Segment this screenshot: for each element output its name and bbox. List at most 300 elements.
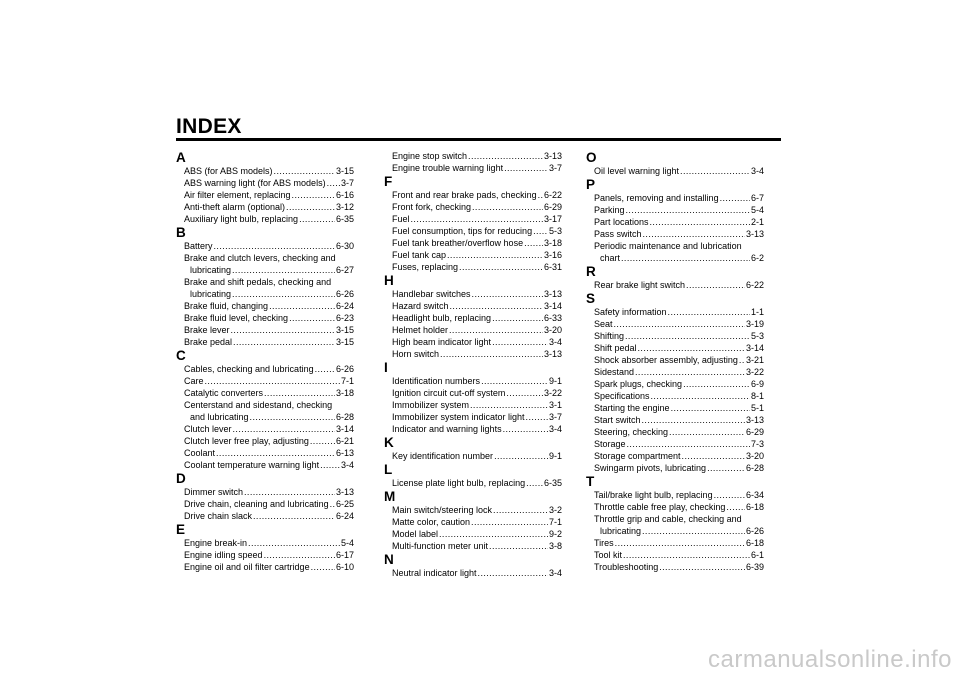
- section-letter: N: [384, 552, 394, 567]
- dot-leader: [214, 240, 335, 252]
- dot-leader: [623, 549, 750, 561]
- index-entry: [384, 375, 562, 387]
- index-entry-page: 3-15: [335, 166, 354, 176]
- dot-leader: [625, 330, 750, 342]
- index-entry: [176, 312, 354, 324]
- index-entry-page: 3-14: [335, 424, 354, 434]
- index-entry-text: Engine stop switch: [392, 151, 468, 161]
- index-entry-page: 3-13: [745, 229, 764, 239]
- index-entry-text: Identification numbers: [392, 376, 481, 386]
- index-entry-page: 6-9: [750, 379, 764, 389]
- index-entry-text: Drive chain, cleaning and lubricating: [184, 499, 329, 509]
- dot-leader: [470, 399, 548, 411]
- index-entry: [176, 375, 354, 387]
- dot-leader: [671, 402, 750, 414]
- index-entry: [176, 324, 354, 336]
- index-entry-page: 6-22: [543, 190, 562, 200]
- index-entry-page: 9-1: [548, 451, 562, 461]
- index-entry-page: 8-1: [750, 391, 764, 401]
- index-entry: [586, 489, 764, 501]
- index-entry-text: Immobilizer system indicator light: [392, 412, 525, 422]
- dot-leader: [274, 165, 335, 177]
- index-entry: [384, 540, 562, 552]
- dot-leader: [472, 201, 543, 213]
- dot-leader: [651, 390, 750, 402]
- index-entry-page: 6-26: [745, 526, 764, 536]
- index-entry: [384, 567, 562, 579]
- dot-leader: [526, 477, 543, 489]
- index-entry-text: Brake lever: [184, 325, 230, 335]
- dot-leader: [233, 423, 335, 435]
- index-entry: [176, 177, 354, 189]
- index-entry: [384, 288, 562, 300]
- index-entry: [176, 561, 354, 573]
- section-letter: D: [176, 471, 186, 486]
- dot-leader: [447, 249, 543, 261]
- index-entry-text: Fuel: [392, 214, 410, 224]
- dot-leader: [233, 336, 335, 348]
- index-entry-text: Brake pedal: [184, 337, 233, 347]
- index-entry-page: 3-7: [340, 178, 354, 188]
- index-entry-page: 3-20: [543, 325, 562, 335]
- index-entry: [384, 477, 562, 489]
- index-entry: [586, 204, 764, 216]
- index-entry-text: Anti-theft alarm (optional): [184, 202, 286, 212]
- index-entry-text: Headlight bulb, replacing: [392, 313, 492, 323]
- index-entry: [586, 390, 764, 402]
- index-entry-page: 6-1: [750, 550, 764, 560]
- index-entry-text: Hazard switch: [392, 301, 449, 311]
- dot-leader: [506, 387, 543, 399]
- dot-leader: [216, 447, 335, 459]
- index-column-1: [176, 150, 354, 573]
- index-entry-page: 3-4: [548, 568, 562, 578]
- index-entry-page: 6-29: [543, 202, 562, 212]
- index-entry-text: License plate light bulb, replacing: [392, 478, 526, 488]
- index-entry-page: 6-2: [750, 253, 764, 263]
- index-entry: [384, 399, 562, 411]
- index-entry-text: Shift pedal: [594, 343, 637, 353]
- index-entry-continuation: lubricating: [190, 289, 232, 299]
- dot-leader: [503, 423, 548, 435]
- section-letter: A: [176, 150, 186, 165]
- index-entry-page: 6-28: [335, 412, 354, 422]
- index-entry-page: 6-22: [745, 280, 764, 290]
- index-entry-text: Cables, checking and lubricating: [184, 364, 314, 374]
- index-entry-page: 5-1: [750, 403, 764, 413]
- index-entry-page: 3-18: [543, 238, 562, 248]
- dot-leader: [459, 261, 543, 273]
- index-entry: [176, 549, 354, 561]
- index-entry-page: 6-27: [335, 265, 354, 275]
- index-entry-page: 3-4: [340, 460, 354, 470]
- index-entry-text: Safety information: [594, 307, 667, 317]
- dot-leader: [472, 288, 543, 300]
- section-letter: O: [586, 150, 597, 165]
- index-entry: [384, 324, 562, 336]
- dot-leader: [668, 306, 750, 318]
- index-entry-page: 3-15: [335, 337, 354, 347]
- dot-leader: [492, 312, 543, 324]
- index-entry-text: Rear brake light switch: [594, 280, 686, 290]
- index-entry-text: Indicator and warning lights: [392, 424, 502, 434]
- section-letter: H: [384, 273, 394, 288]
- index-entry: [176, 537, 354, 549]
- page-title: INDEX: [176, 115, 242, 138]
- index-column-3: [586, 150, 764, 573]
- index-entry-page: 6-18: [745, 538, 764, 548]
- index-entry-text: Brake fluid, changing: [184, 301, 269, 311]
- index-entry-text: Air filter element, replacing: [184, 190, 291, 200]
- index-entry: [176, 264, 354, 276]
- index-entry-page: 6-10: [335, 562, 354, 572]
- index-entry-text: Tires: [594, 538, 614, 548]
- index-entry: [586, 378, 764, 390]
- index-entry: [176, 300, 354, 312]
- index-entry: [586, 450, 764, 462]
- dot-leader: [642, 414, 745, 426]
- index-entry-page: 6-26: [335, 289, 354, 299]
- index-entry-text: Periodic maintenance and lubrication: [594, 241, 742, 251]
- dot-leader: [524, 237, 543, 249]
- index-entry-page: 2-1: [750, 217, 764, 227]
- index-entry-text: Fuel tank breather/overflow hose: [392, 238, 524, 248]
- dot-leader: [615, 537, 745, 549]
- dot-leader: [264, 387, 335, 399]
- dot-leader: [489, 540, 548, 552]
- index-entry-page: 1-1: [750, 307, 764, 317]
- dot-leader: [439, 528, 548, 540]
- index-entry: [586, 252, 764, 264]
- index-entry-page: 6-29: [745, 427, 764, 437]
- dot-leader: [504, 162, 548, 174]
- index-entry: [176, 387, 354, 399]
- index-entry-page: 3-15: [335, 325, 354, 335]
- index-entry-page: 3-13: [543, 349, 562, 359]
- index-entry: [176, 201, 354, 213]
- index-entry: [384, 387, 562, 399]
- watermark: carmanualsonline.info: [708, 646, 952, 673]
- index-entry-text: Oil level warning light: [594, 166, 680, 176]
- index-entry-text: Throttle cable free play, checking: [594, 502, 726, 512]
- dot-leader: [292, 189, 335, 201]
- dot-leader: [621, 252, 750, 264]
- index-entry-text: Pass switch: [594, 229, 642, 239]
- dot-leader: [299, 213, 335, 225]
- index-entry-page: 3-14: [745, 343, 764, 353]
- dot-leader: [471, 516, 548, 528]
- index-entry-page: 3-13: [745, 415, 764, 425]
- index-entry-text: Clutch lever free play, adjusting: [184, 436, 309, 446]
- dot-leader: [315, 363, 335, 375]
- index-entry: [384, 423, 562, 435]
- dot-leader: [627, 438, 750, 450]
- index-entry: [176, 411, 354, 423]
- index-entry: [384, 225, 562, 237]
- index-entry: [384, 336, 562, 348]
- index-entry-page: 3-19: [745, 319, 764, 329]
- index-entry-text: Fuses, replacing: [392, 262, 459, 272]
- index-entry: [176, 288, 354, 300]
- index-entry-page: 3-18: [335, 388, 354, 398]
- index-entry-text: Helmet holder: [392, 325, 449, 335]
- index-entry: [586, 561, 764, 573]
- index-entry-page: 6-39: [745, 562, 764, 572]
- index-entry: [384, 189, 562, 201]
- dot-leader: [330, 498, 335, 510]
- index-entry-page: 3-4: [548, 424, 562, 434]
- dot-leader: [310, 435, 335, 447]
- title-rule: [176, 138, 781, 141]
- index-entry-page: 6-17: [335, 550, 354, 560]
- dot-leader: [642, 525, 745, 537]
- dot-leader: [232, 264, 335, 276]
- dot-leader: [478, 567, 548, 579]
- index-entry: [176, 435, 354, 447]
- index-entry: [586, 330, 764, 342]
- index-entry-page: 3-22: [543, 388, 562, 398]
- index-entry-page: 3-12: [335, 202, 354, 212]
- index-entry: [586, 537, 764, 549]
- index-entry-text: ABS (for ABS models): [184, 166, 273, 176]
- index-entry-text: Seat: [594, 319, 613, 329]
- index-entry-page: 6-33: [543, 313, 562, 323]
- index-entry-page: 3-21: [745, 355, 764, 365]
- index-entry: [384, 528, 562, 540]
- dot-leader: [286, 201, 335, 213]
- section-letter: E: [176, 522, 186, 537]
- dot-leader: [526, 411, 548, 423]
- index-entry-page: 9-2: [548, 529, 562, 539]
- index-entry: [586, 306, 764, 318]
- dot-leader: [669, 426, 745, 438]
- dot-leader: [205, 375, 340, 387]
- dot-leader: [492, 336, 548, 348]
- index-entry: [384, 162, 562, 174]
- index-entry-text: Spark plugs, checking: [594, 379, 683, 389]
- index-entry-text: Coolant temperature warning light: [184, 460, 320, 470]
- index-entry-text: Steering, checking: [594, 427, 669, 437]
- index-entry-page: 6-26: [335, 364, 354, 374]
- index-entry: [586, 366, 764, 378]
- index-entry-page: 6-23: [335, 313, 354, 323]
- index-entry-text: Auxiliary light bulb, replacing: [184, 214, 299, 224]
- index-entry: [586, 342, 764, 354]
- index-entry-page: 6-21: [335, 436, 354, 446]
- index-entry-page: 6-31: [543, 262, 562, 272]
- section-letter: K: [384, 435, 394, 450]
- index-entry-page: 6-35: [543, 478, 562, 488]
- index-entry: [586, 501, 764, 513]
- index-entry-text: Dimmer switch: [184, 487, 244, 497]
- index-entry-page: 6-24: [335, 301, 354, 311]
- index-entry-continuation: and lubricating: [190, 412, 249, 422]
- index-entry-text: Brake fluid level, checking: [184, 313, 289, 323]
- dot-leader: [538, 189, 543, 201]
- index-entry-page: 3-16: [543, 250, 562, 260]
- index-entry-page: 6-28: [745, 463, 764, 473]
- index-entry-text: Fuel consumption, tips for reducing: [392, 226, 533, 236]
- dot-leader: [714, 489, 745, 501]
- dot-leader: [650, 216, 750, 228]
- index-entry-text: Clutch lever: [184, 424, 232, 434]
- index-entry: [586, 402, 764, 414]
- section-letter: S: [586, 291, 596, 306]
- index-entry: [586, 549, 764, 561]
- index-entry-page: 5-4: [750, 205, 764, 215]
- dot-leader: [231, 324, 335, 336]
- index-entry: [176, 189, 354, 201]
- index-entry-page: 6-34: [745, 490, 764, 500]
- index-entry: [384, 201, 562, 213]
- index-entry-text: Panels, removing and installing: [594, 193, 719, 203]
- index-entry: [176, 423, 354, 435]
- index-entry: [586, 438, 764, 450]
- section-letter: B: [176, 225, 186, 240]
- index-entry-text: Key identification number: [392, 451, 494, 461]
- index-entry: [176, 498, 354, 510]
- index-entry-continuation: lubricating: [600, 526, 642, 536]
- index-entry-text: Engine break-in: [184, 538, 248, 548]
- index-entry-page: 6-25: [335, 499, 354, 509]
- index-entry-text: Specifications: [594, 391, 650, 401]
- index-entry-page: 3-20: [745, 451, 764, 461]
- index-entry-text: Brake and shift pedals, checking and: [184, 277, 332, 287]
- dot-leader: [626, 204, 750, 216]
- dot-leader: [493, 504, 548, 516]
- index-column-2: [384, 150, 562, 579]
- index-entry: [384, 516, 562, 528]
- index-entry-page: 5-3: [548, 226, 562, 236]
- index-entry-continuation: lubricating: [190, 265, 232, 275]
- index-entry-page: 3-8: [548, 541, 562, 551]
- index-entry-text: Horn switch: [392, 349, 440, 359]
- dot-leader: [244, 486, 335, 498]
- index-entry-text: Parking: [594, 205, 625, 215]
- index-entry-text: Troubleshooting: [594, 562, 659, 572]
- dot-leader: [659, 561, 745, 573]
- dot-leader: [468, 150, 543, 162]
- index-entry-page: 6-16: [335, 190, 354, 200]
- index-entry: [586, 426, 764, 438]
- dot-leader: [440, 348, 543, 360]
- index-entry-page: 5-3: [750, 331, 764, 341]
- index-entry-text: Engine oil and oil filter cartridge: [184, 562, 310, 572]
- dot-leader: [635, 366, 745, 378]
- index-entry-text: Immobilizer system: [392, 400, 470, 410]
- dot-leader: [726, 501, 745, 513]
- index-entry-text: Storage: [594, 439, 626, 449]
- index-entry: [384, 411, 562, 423]
- index-entry-text: Centerstand and sidestand, checking: [184, 400, 333, 410]
- index-entry: [586, 192, 764, 204]
- dot-leader: [320, 459, 340, 471]
- index-entry-text: Main switch/steering lock: [392, 505, 493, 515]
- dot-leader: [311, 561, 335, 573]
- index-entry: [384, 213, 562, 225]
- index-entry-page: 3-13: [543, 289, 562, 299]
- index-entry-page: 3-4: [548, 337, 562, 347]
- dot-leader: [680, 165, 750, 177]
- dot-leader: [411, 213, 543, 225]
- index-entry: [176, 459, 354, 471]
- index-entry: [586, 354, 764, 366]
- dot-leader: [739, 354, 745, 366]
- index-entry-text: Start switch: [594, 415, 641, 425]
- index-entry-text: Front and rear brake pads, checking: [392, 190, 537, 200]
- dot-leader: [614, 318, 745, 330]
- index-entry: [384, 300, 562, 312]
- index-entry: [176, 240, 354, 252]
- index-entry-text: Multi-function meter unit: [392, 541, 489, 551]
- index-entry-text: Tool kit: [594, 550, 623, 560]
- index-entry-text: Ignition circuit cut-off system: [392, 388, 506, 398]
- dot-leader: [481, 375, 548, 387]
- index-entry: [586, 279, 764, 291]
- index-entry: [586, 414, 764, 426]
- index-entry-text: Handlebar switches: [392, 289, 471, 299]
- index-entry: [384, 150, 562, 162]
- index-entry: [586, 525, 764, 537]
- dot-leader: [253, 510, 335, 522]
- index-entry-text: Sidestand: [594, 367, 635, 377]
- index-entry-page: 7-1: [548, 517, 562, 527]
- dot-leader: [269, 300, 335, 312]
- index-entry-text: Starting the engine: [594, 403, 670, 413]
- index-entry-page: 7-1: [340, 376, 354, 386]
- index-entry-text: Catalytic converters: [184, 388, 264, 398]
- index-entry: [384, 450, 562, 462]
- index-entry-text: Model label: [392, 529, 439, 539]
- index-entry-text: Fuel tank cap: [392, 250, 447, 260]
- section-letter: C: [176, 348, 186, 363]
- section-letter: T: [586, 474, 595, 489]
- dot-leader: [533, 225, 548, 237]
- section-letter: M: [384, 489, 396, 504]
- dot-leader: [232, 288, 335, 300]
- index-entry: [384, 237, 562, 249]
- section-letter: R: [586, 264, 596, 279]
- dot-leader: [707, 462, 745, 474]
- dot-leader: [686, 279, 745, 291]
- dot-leader: [450, 300, 543, 312]
- index-entry-text: Engine idling speed: [184, 550, 263, 560]
- dot-leader: [720, 192, 750, 204]
- dot-leader: [683, 378, 750, 390]
- index-entry: [176, 363, 354, 375]
- index-entry-text: Throttle grip and cable, checking and: [594, 514, 742, 524]
- index-entry: [384, 261, 562, 273]
- dot-leader: [289, 312, 335, 324]
- index-entry-page: 6-7: [750, 193, 764, 203]
- section-letter: I: [384, 360, 388, 375]
- index-entry: [586, 228, 764, 240]
- index-entry-page: 6-35: [335, 214, 354, 224]
- index-entry: [176, 510, 354, 522]
- index-entry: [176, 336, 354, 348]
- index-entry: [176, 447, 354, 459]
- index-entry-text: Brake and clutch levers, checking and: [184, 253, 336, 263]
- index-entry: [176, 165, 354, 177]
- index-entry-text: Storage compartment: [594, 451, 681, 461]
- index-entry: [586, 216, 764, 228]
- index-entry-text: High beam indicator light: [392, 337, 492, 347]
- index-entry-page: 3-17: [543, 214, 562, 224]
- index-entry-text: Matte color, caution: [392, 517, 471, 527]
- dot-leader: [248, 537, 340, 549]
- index-entry-text: Shifting: [594, 331, 625, 341]
- index-entry: [384, 348, 562, 360]
